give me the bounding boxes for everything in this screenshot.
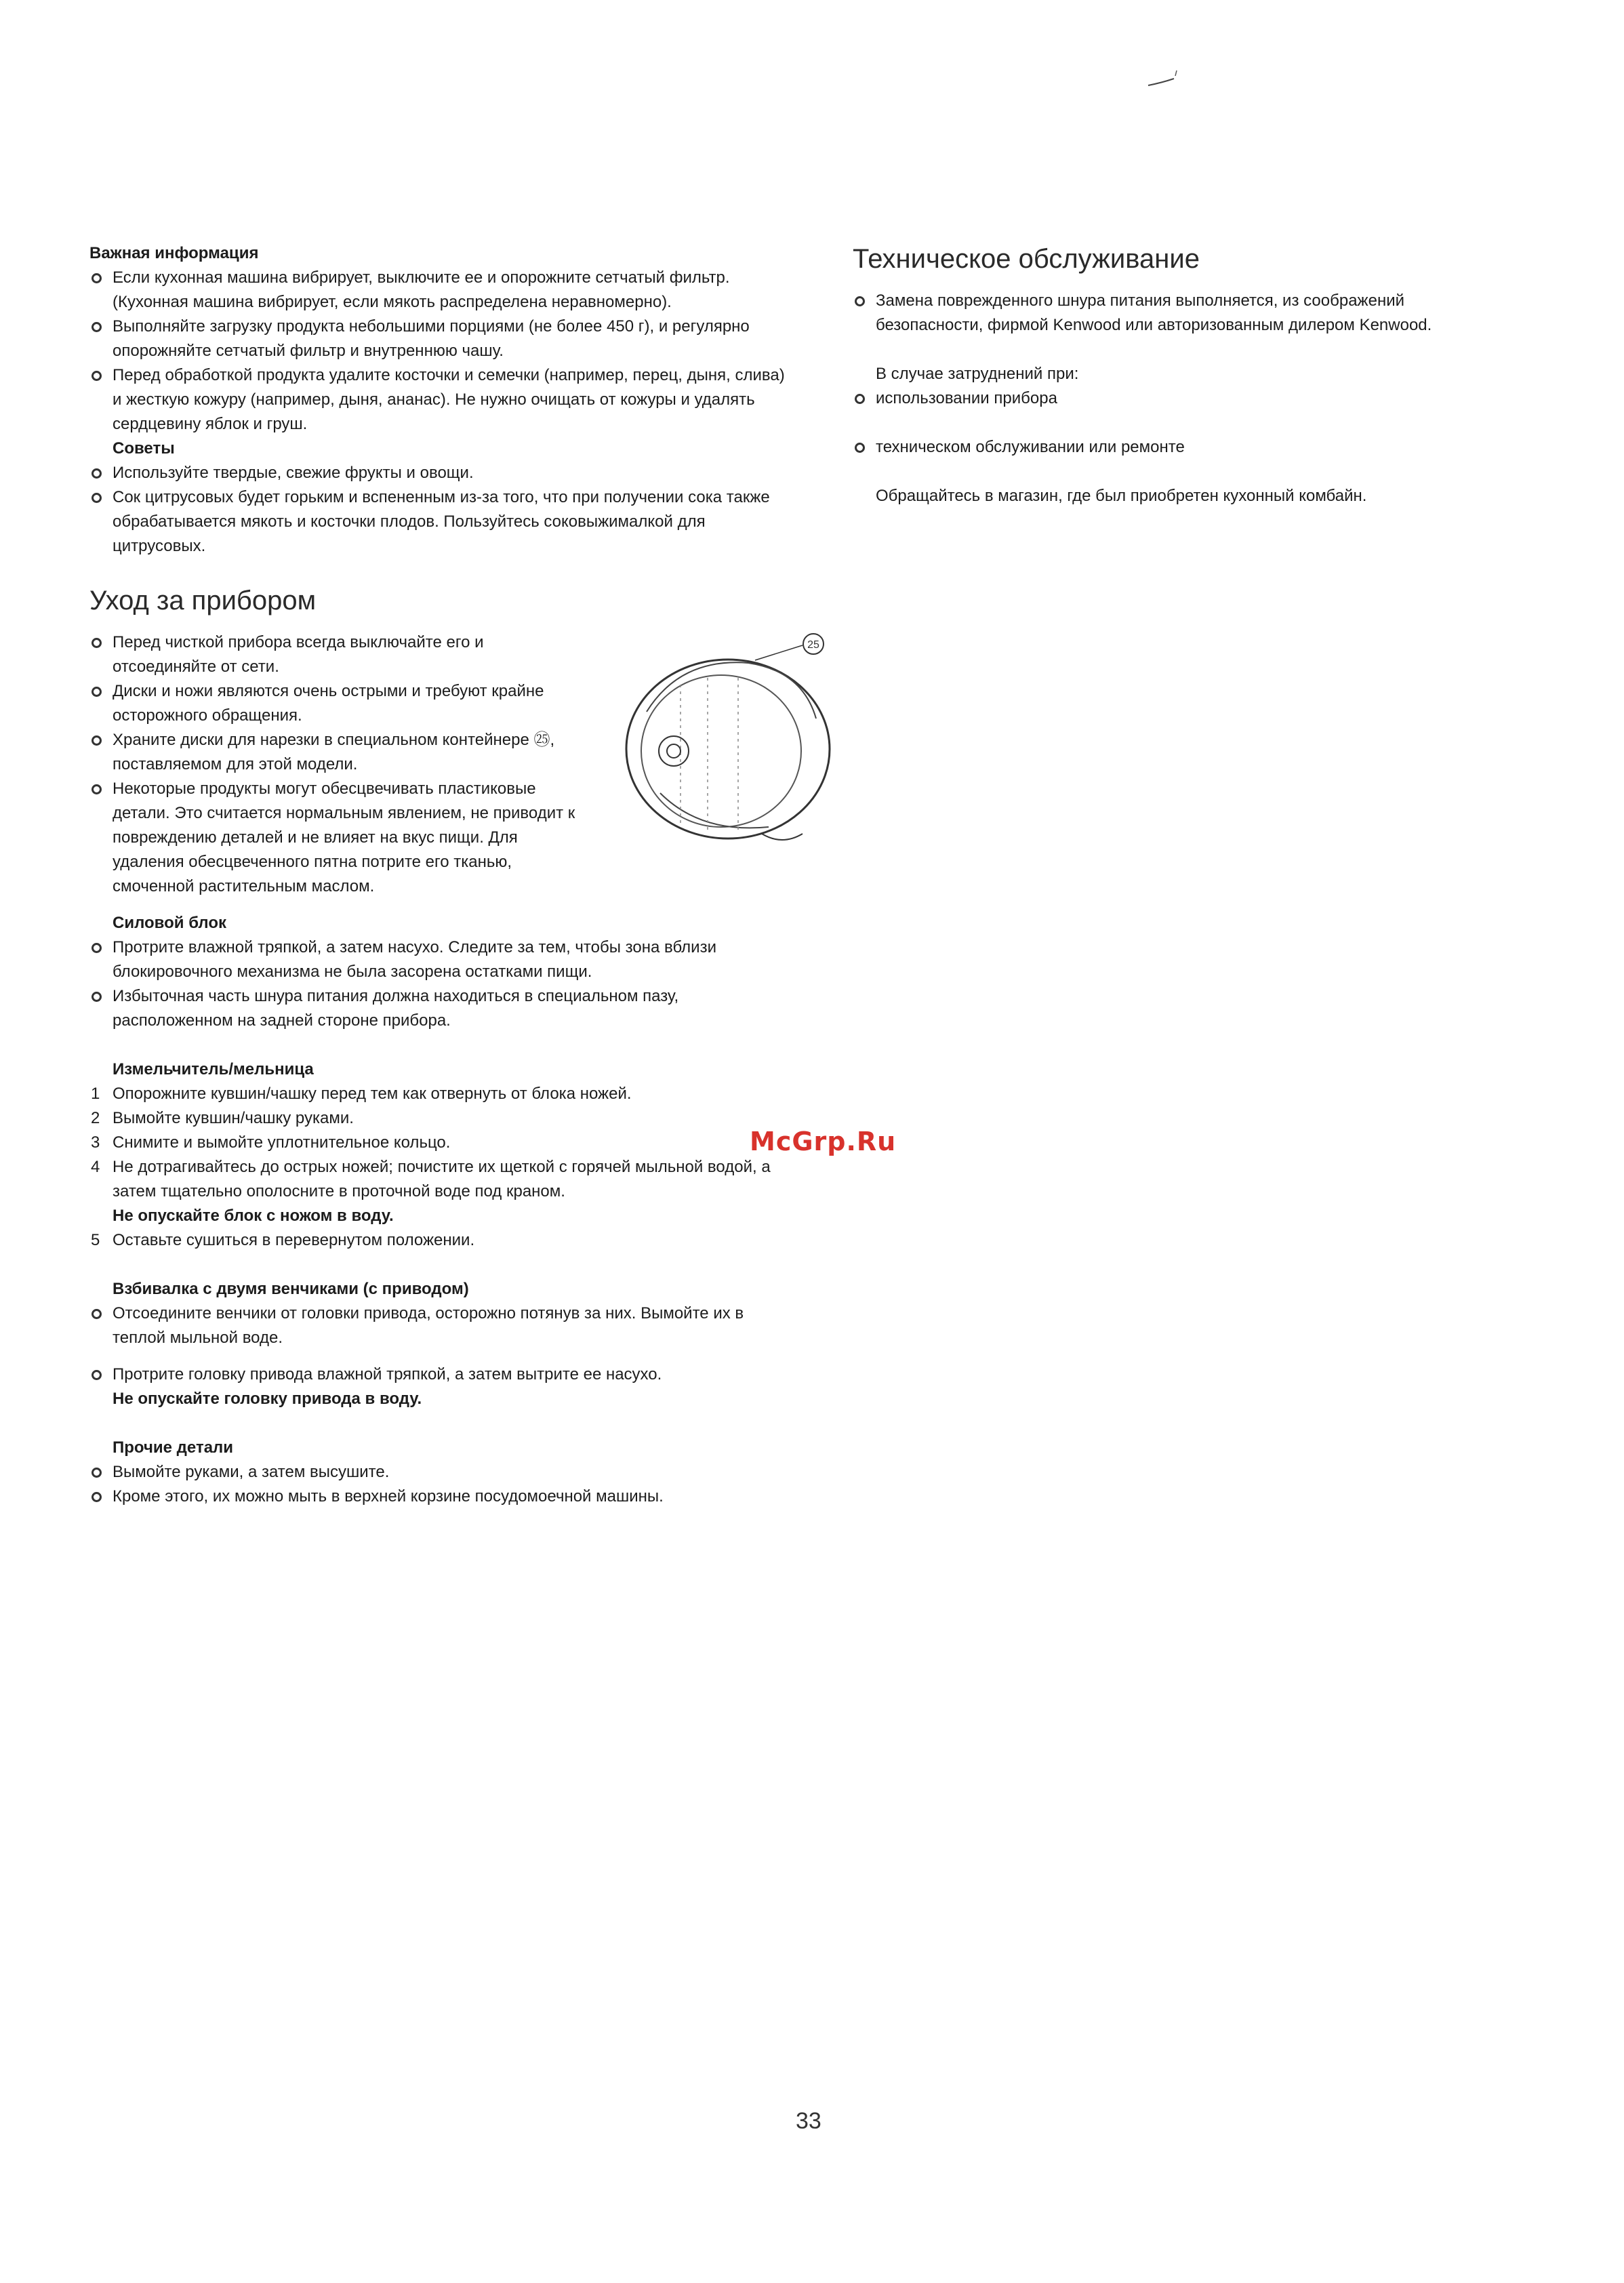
blender-step-5 [89,1228,788,1253]
corner-pen-mark [1145,65,1186,92]
important-list [89,266,788,437]
power-unit-title: Силовой блок [113,914,227,932]
blender-steps [89,1082,788,1204]
tips-title: Советы [113,439,175,458]
list-item: Избыточная часть шнура питания должна находиться в специальном пазу, расположенном на задней стороне прибора. [89,984,788,1033]
list-item: техническом обслуживании или ремонте [853,435,1503,460]
list-item: Выполняйте загрузку продукта небольшими порциями (не более 450 г), и регулярно опорожняйте сетчатый фильтр и внутреннюю чашу. [89,315,788,363]
tips-list [89,461,788,559]
care-section [89,583,819,1509]
watermark: McGrp.Ru [750,1127,897,1156]
service-intro: В случае затруднений при: [876,365,1079,383]
care-list [89,630,591,899]
list-item: Некоторые продукты могут обесцвечивать пластиковые детали. Это считается нормальным явлением, не приводит к повреждению деталей и не влияет на вкус пищи. Для удаления обесцвеченного пятна потрите его тканью, смоченной растительным маслом. [89,777,591,899]
disc-storage-container-illustration [599,630,857,854]
whisk-list-2 [89,1362,788,1387]
left-column [89,241,819,1509]
list-item: использовании прибора [853,386,1503,411]
important-title: Важная информация [89,244,259,262]
list-item: Сок цитрусовых будет горьким и вспененным из-за того, что при получении сока также обрабатывается мякоть и косточки плодов. Пользуйтесь соковыжималкой для цитрусовых. [89,485,788,559]
list-item: Протрите влажной тряпкой, а затем насухо. Следите за тем, чтобы зона вблизи блокировочного механизма не была засорена остатками пищи. [89,935,788,984]
list-item: Используйте твердые, свежие фрукты и овощи. [89,461,788,485]
list-item: 4 Не дотрагивайтесь до острых ножей; почистите их щеткой с горячей мыльной водой, а затем тщательно ополосните в проточной воде под краном. [91,1158,771,1200]
list-item: Отсоедините венчики от головки привода, осторожно потянув за них. Вымойте их в теплой мыльной воде. [89,1301,788,1350]
list-item: 3 Снимите и вымойте уплотнительное кольцо. [91,1133,451,1152]
care-heading: Уход за прибором [89,586,317,615]
list-item: Диски и ножи являются очень острыми и требуют крайне осторожного обращения. [89,679,591,728]
other-parts-list [89,1460,788,1509]
service-list-1 [853,289,1503,338]
list-item: 2 Вымойте кувшин/чашку руками. [91,1109,354,1127]
list-item: Протрите головку привода влажной тряпкой, а затем вытрите ее насухо. [89,1362,788,1387]
figure-callout: 25 [807,639,819,651]
whisk-title: Взбивалка с двумя венчиками (с приводом) [113,1280,469,1298]
service-list-2 [853,386,1503,411]
important-section [89,241,788,559]
list-item: Кроме этого, их можно мыть в верхней корзине посудомоечной машины. [89,1484,788,1509]
list-item: 5 Оставьте сушиться в перевернутом положении. [91,1231,475,1249]
whisk-warning: Не опускайте головку привода в воду. [113,1390,422,1408]
list-item: Если кухонная машина вибрирует, выключите ее и опорожните сетчатый фильтр. (Кухонная машина вибрирует, если мякоть распределена неравномерно). [89,266,788,315]
list-item: 1 Опорожните кувшин/чашку перед тем как отвернуть от блока ножей. [91,1085,632,1103]
service-list-3 [853,435,1503,460]
service-contact: Обращайтесь в магазин, где был приобретен кухонный комбайн. [876,487,1367,505]
blender-warning: Не опускайте блок с ножом в воду. [113,1207,394,1225]
power-unit-list [89,935,788,1033]
list-item: Вымойте руками, а затем высушите. [89,1460,788,1484]
blender-title: Измельчитель/мельница [113,1060,314,1078]
list-item: Замена поврежденного шнура питания выполняется, из соображений безопасности, фирмой Kenwood или авторизованным дилером Kenwood. [853,289,1503,338]
other-parts-title: Прочие детали [113,1438,234,1457]
list-item: Перед обработкой продукта удалите косточки и семечки (например, перец, дыня, слива) и жесткую кожуру (например, дыня, ананас). Не нужно очищать от кожуры и удалять сердцевину яблок и груш. [89,363,788,437]
page-number: 33 [796,2108,821,2134]
list-item: Храните диски для нарезки в специальном контейнере ㉕, поставляемом для этой модели. [89,728,591,777]
service-heading: Техническое обслуживание [853,244,1200,274]
whisk-list-1 [89,1301,788,1350]
list-item: Перед чисткой прибора всегда выключайте его и отсоединяйте от сети. [89,630,591,679]
right-column [853,241,1503,508]
